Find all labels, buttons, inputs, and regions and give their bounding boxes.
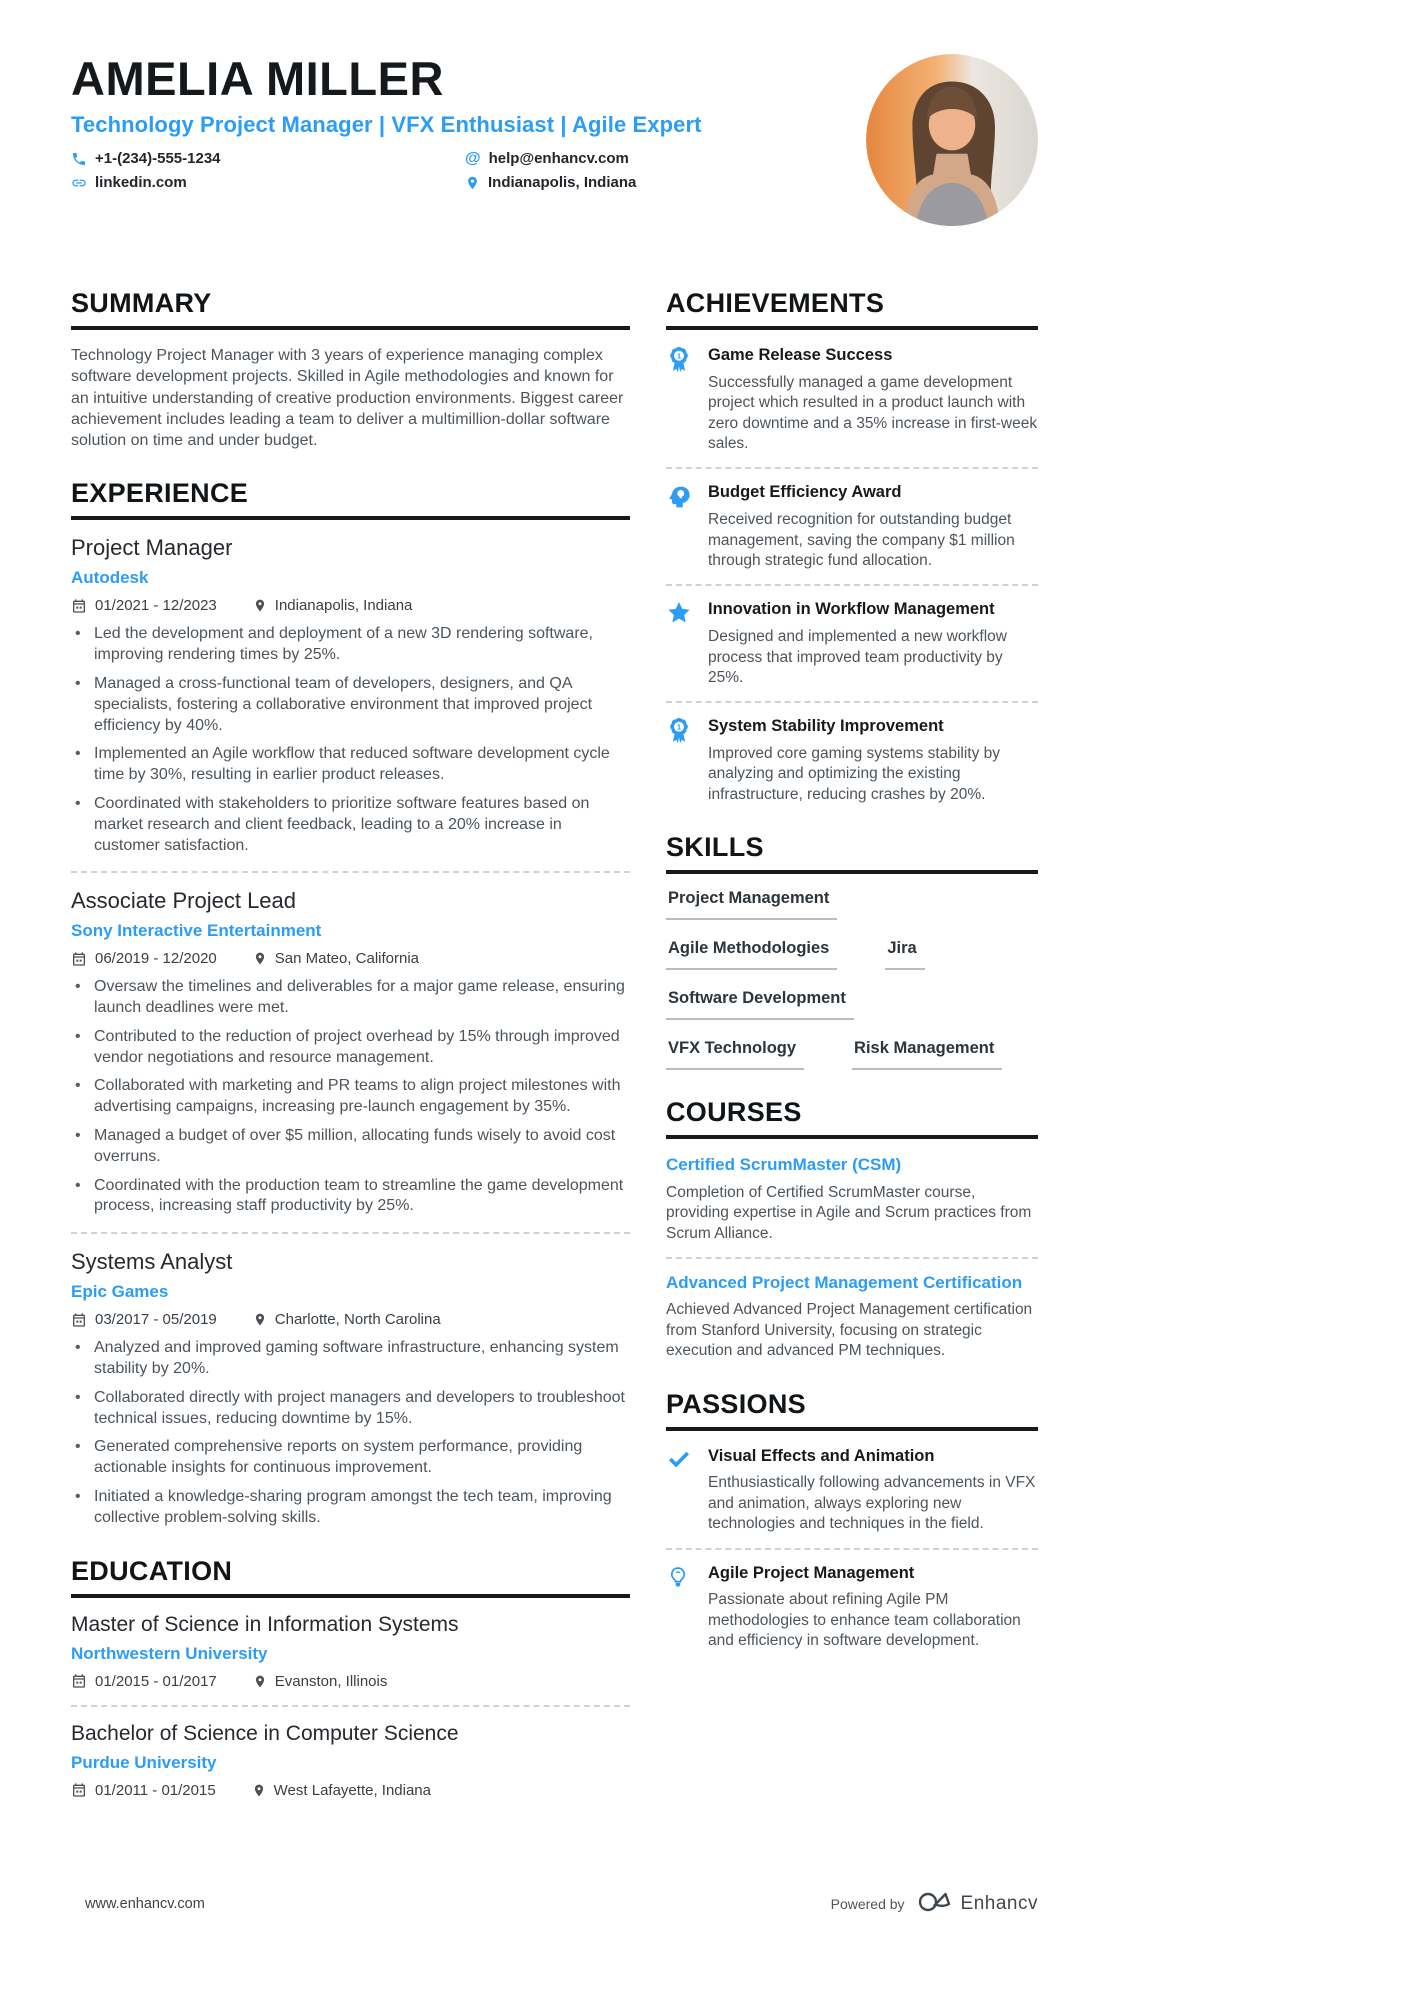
job-location bbox=[253, 597, 413, 614]
experience-section bbox=[71, 478, 630, 1528]
divider bbox=[666, 584, 1038, 586]
medal-icon bbox=[666, 345, 693, 454]
location-pin-icon bbox=[465, 175, 480, 191]
bullet-item: • Coordinated with the production team to streamline the game development process, increasing staff productivity by 25%. bbox=[71, 1176, 630, 1218]
achievement-text bbox=[708, 482, 1038, 571]
bullet-item: • Coordinated with stakeholders to prioritize software features based on market research and client feedback, leading to a 20% increase in customer satisfaction. bbox=[71, 794, 630, 856]
bullet-item: • Generated comprehensive reports on system performance, providing actionable insights for continuous improvement. bbox=[71, 1437, 630, 1479]
course-item bbox=[666, 1154, 1038, 1244]
date-range bbox=[71, 950, 217, 967]
achievement-body: Received recognition for outstanding budget management, saving the company $1 million through strategic fund allocation. bbox=[708, 511, 1015, 569]
summary-heading: SUMMARY bbox=[71, 288, 630, 330]
head-idea-icon bbox=[666, 482, 693, 571]
page-footer bbox=[85, 1888, 1038, 1919]
passion-item bbox=[666, 1446, 1038, 1535]
school-name: Northwestern University bbox=[71, 1643, 268, 1663]
education-entry bbox=[71, 1613, 630, 1690]
education-heading: EDUCATION bbox=[71, 1556, 630, 1598]
passion-title: Visual Effects and Animation bbox=[708, 1446, 935, 1465]
education-location bbox=[252, 1782, 431, 1799]
course-body: Achieved Advanced Project Management certification from Stanford University, focusing on strategic execution and advanced PM techniques. bbox=[666, 1301, 1033, 1360]
date-text: 03/2017 - 05/2019 bbox=[95, 1311, 217, 1329]
check-icon bbox=[666, 1446, 693, 1535]
bullet-item: • Led the development and deployment of a new 3D rendering software, improving rendering times by 25%. bbox=[71, 624, 630, 666]
location-text: Indianapolis, Indiana bbox=[488, 174, 637, 192]
experience-entry bbox=[71, 888, 630, 1217]
achievement-item bbox=[666, 716, 1038, 805]
course-title: Certified ScrumMaster (CSM) bbox=[666, 1155, 902, 1175]
passions-heading: PASSIONS bbox=[666, 1389, 1038, 1431]
experience-entry bbox=[71, 1249, 630, 1528]
passion-title: Agile Project Management bbox=[708, 1563, 915, 1582]
phone-contact bbox=[71, 150, 465, 167]
passion-body: Enthusiastically following advancements in VFX and animation, always exploring new technologies and techniques in the field. bbox=[708, 1474, 1036, 1533]
powered-by-label: Powered by bbox=[830, 1895, 905, 1912]
linkedin-url[interactable]: linkedin.com bbox=[95, 174, 187, 192]
lightbulb-icon bbox=[666, 1563, 693, 1652]
date-text: 01/2015 - 01/2017 bbox=[95, 1672, 217, 1690]
calendar-icon bbox=[71, 1312, 87, 1328]
achievement-title: Game Release Success bbox=[708, 346, 893, 364]
date-range bbox=[71, 1782, 216, 1799]
achievements-section bbox=[666, 288, 1038, 805]
achievements-heading: ACHIEVEMENTS bbox=[666, 288, 1038, 330]
location-pin-icon bbox=[253, 951, 267, 966]
job-meta bbox=[71, 597, 630, 614]
divider bbox=[71, 871, 630, 873]
job-bullets bbox=[71, 977, 630, 1217]
summary-text: Technology Project Manager with 3 years of experience managing complex software development projects. Skilled in Agile methodologies and known for an intuitive understanding of creative production environments. Biggest career achievement includes leading a team to deliver a multimillion-dollar software solution on time and under budget. bbox=[71, 347, 624, 450]
job-bullets bbox=[71, 624, 630, 856]
date-text: 06/2019 - 12/2020 bbox=[95, 950, 217, 968]
divider bbox=[666, 1257, 1038, 1259]
date-range bbox=[71, 597, 217, 614]
bullet-item: • Managed a cross-functional team of developers, designers, and QA specialists, fostering a collaborative environment that improved project efficiency by 40%. bbox=[71, 674, 630, 736]
company-name: Autodesk bbox=[71, 568, 149, 588]
calendar-icon bbox=[71, 598, 87, 614]
job-location bbox=[253, 950, 419, 967]
date-text: 01/2011 - 01/2015 bbox=[95, 1781, 216, 1799]
divider bbox=[666, 467, 1038, 469]
date-range bbox=[71, 1673, 217, 1690]
location-pin-icon bbox=[253, 1312, 267, 1327]
achievement-title: Innovation in Workflow Management bbox=[708, 600, 995, 619]
skill-tag: Software Development bbox=[666, 989, 854, 1020]
date-text: 01/2021 - 12/2023 bbox=[95, 597, 217, 615]
job-meta bbox=[71, 950, 630, 967]
course-title: Advanced Project Management Certification bbox=[666, 1273, 1023, 1292]
at-icon: @ bbox=[465, 149, 481, 167]
job-title: Project Manager bbox=[71, 535, 233, 561]
course-item bbox=[666, 1272, 1038, 1362]
education-section bbox=[71, 1556, 630, 1799]
achievement-item bbox=[666, 599, 1038, 688]
star-icon bbox=[666, 599, 693, 688]
phone-number: +1-(234)-555-1234 bbox=[95, 150, 221, 168]
achievement-title: System Stability Improvement bbox=[708, 717, 944, 736]
candidate-name: AMELIA MILLER bbox=[71, 52, 444, 105]
svg-text:1: 1 bbox=[676, 351, 682, 361]
skill-tag: Jira bbox=[885, 939, 924, 970]
experience-heading: EXPERIENCE bbox=[71, 478, 630, 520]
skills-heading: SKILLS bbox=[666, 832, 1038, 874]
bullet-item: • Collaborated with marketing and PR teams to align project milestones with advertising campaigns, increasing pre-launch engagement by 35%. bbox=[71, 1076, 630, 1118]
powered-by bbox=[831, 1888, 1038, 1919]
summary-section bbox=[71, 288, 630, 451]
bullet-item: • Initiated a knowledge-sharing program amongst the tech team, improving collective problem-solving skills. bbox=[71, 1487, 630, 1529]
location-pin-icon bbox=[252, 1783, 266, 1798]
skill-tag: VFX Technology bbox=[666, 1039, 804, 1070]
email-address[interactable]: help@enhancv.com bbox=[488, 150, 629, 168]
achievement-text bbox=[708, 716, 1038, 805]
location-text: West Lafayette, Indiana bbox=[273, 1781, 431, 1799]
school-name: Purdue University bbox=[71, 1752, 217, 1772]
enhancv-logo-icon bbox=[917, 1888, 953, 1919]
job-bullets bbox=[71, 1338, 630, 1528]
calendar-icon bbox=[71, 1673, 87, 1689]
date-range bbox=[71, 1311, 217, 1328]
achievement-text bbox=[708, 345, 1038, 454]
courses-section bbox=[666, 1097, 1038, 1361]
resume-header bbox=[71, 54, 1038, 240]
achievement-text bbox=[708, 599, 1038, 688]
bullet-item: • Analyzed and improved gaming software infrastructure, enhancing system stability by 20%. bbox=[71, 1338, 630, 1380]
passion-text bbox=[708, 1563, 1038, 1652]
phone-icon bbox=[71, 151, 87, 167]
achievement-body: Designed and implemented a new workflow process that improved team productivity by 25%. bbox=[708, 628, 1007, 686]
candidate-job-title: Technology Project Manager | VFX Enthusiast | Agile Expert bbox=[71, 112, 702, 138]
divider bbox=[71, 1705, 630, 1707]
achievement-body: Successfully managed a game development project which resulted in a product launch with zero downtime and a 35% increase in first-week sales. bbox=[708, 373, 1038, 452]
passion-item bbox=[666, 1563, 1038, 1652]
location-text: Charlotte, North Carolina bbox=[274, 1311, 441, 1329]
calendar-icon bbox=[71, 951, 87, 967]
bullet-item: • Implemented an Agile workflow that reduced software development cycle time by 30%, resulting in earlier product releases. bbox=[71, 744, 630, 786]
company-name: Sony Interactive Entertainment bbox=[71, 921, 322, 941]
achievement-body: Improved core gaming systems stability by analyzing and optimizing the existing infrastructure, reducing crashes by 20%. bbox=[708, 745, 1001, 803]
bullet-item: • Contributed to the reduction of project overhead by 15% through improved vendor negotiations and resource management. bbox=[71, 1027, 630, 1069]
education-location bbox=[253, 1673, 388, 1690]
website-link[interactable]: www.enhancv.com bbox=[85, 1895, 205, 1912]
education-meta bbox=[71, 1782, 630, 1799]
bullet-item: • Managed a budget of over $5 million, allocating funds wisely to avoid cost overruns. bbox=[71, 1126, 630, 1168]
bullet-item: • Collaborated directly with project managers and developers to troubleshoot technical issues, reducing downtime by 15%. bbox=[71, 1388, 630, 1430]
profile-photo bbox=[866, 54, 1038, 226]
passions-section bbox=[666, 1389, 1038, 1652]
job-title: Systems Analyst bbox=[71, 1249, 233, 1275]
divider bbox=[666, 701, 1038, 703]
course-body: Completion of Certified ScrumMaster course, providing expertise in Agile and Scrum practices from Scrum Alliance. bbox=[666, 1183, 1032, 1242]
location-pin-icon bbox=[253, 1674, 267, 1689]
experience-entry bbox=[71, 535, 630, 856]
location-text: San Mateo, California bbox=[274, 950, 420, 968]
job-location bbox=[253, 1311, 441, 1328]
job-meta bbox=[71, 1311, 630, 1328]
calendar-icon bbox=[71, 1782, 87, 1798]
passion-text bbox=[708, 1446, 1038, 1535]
skill-tag: Agile Methodologies bbox=[666, 939, 837, 970]
location-text: Evanston, Illinois bbox=[274, 1672, 388, 1690]
enhancv-brand-name: Enhancv bbox=[960, 1892, 1038, 1914]
education-entry bbox=[71, 1722, 630, 1799]
linkedin-contact[interactable] bbox=[71, 174, 465, 191]
divider bbox=[666, 1548, 1038, 1550]
achievement-item bbox=[666, 345, 1038, 454]
bullet-item: • Oversaw the timelines and deliverables for a major game release, ensuring launch deadlines were met. bbox=[71, 977, 630, 1019]
achievement-item bbox=[666, 482, 1038, 571]
location-text: Indianapolis, Indiana bbox=[274, 597, 413, 615]
courses-heading: COURSES bbox=[666, 1097, 1038, 1139]
skills-section bbox=[666, 832, 1038, 1070]
enhancv-brand[interactable] bbox=[917, 1888, 1038, 1919]
achievement-title: Budget Efficiency Award bbox=[708, 483, 902, 502]
degree-title: Bachelor of Science in Computer Science bbox=[71, 1721, 459, 1745]
link-icon bbox=[71, 175, 87, 191]
passion-body: Passionate about refining Agile PM methodologies to enhance team collaboration and efficiency in software development. bbox=[708, 1591, 1021, 1650]
skill-tag: Risk Management bbox=[852, 1039, 1002, 1070]
location-pin-icon bbox=[253, 598, 267, 613]
svg-text:1: 1 bbox=[676, 722, 682, 732]
education-meta bbox=[71, 1673, 630, 1690]
divider bbox=[71, 1232, 630, 1234]
company-name: Epic Games bbox=[71, 1282, 169, 1302]
degree-title: Master of Science in Information Systems bbox=[71, 1612, 459, 1636]
skill-tag: Project Management bbox=[666, 889, 837, 920]
job-title: Associate Project Lead bbox=[71, 888, 297, 914]
medal-icon bbox=[666, 716, 693, 805]
